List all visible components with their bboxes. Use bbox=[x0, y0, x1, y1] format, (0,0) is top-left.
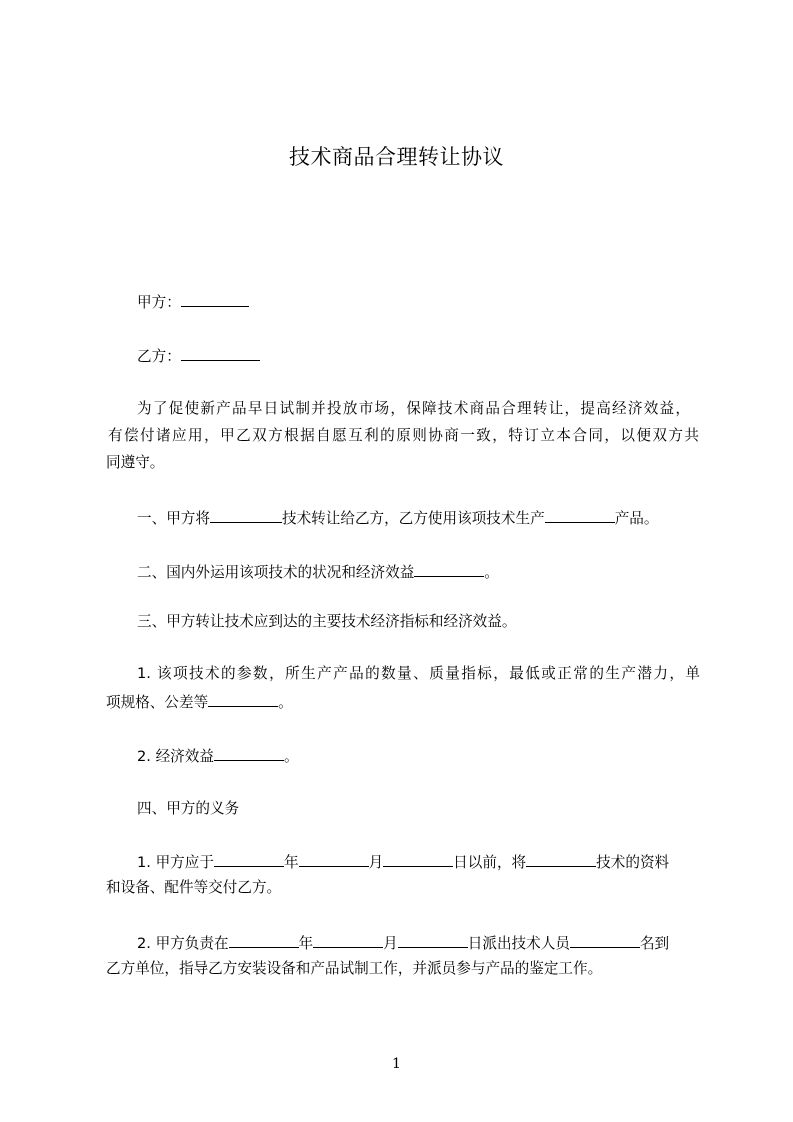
clause-4-2-text-c: 月 bbox=[383, 935, 398, 952]
document-title: 技术商品合理转让协议 bbox=[289, 145, 504, 169]
clause-4-1-text-d: 日以前，将 bbox=[453, 854, 527, 871]
clause-3-1-line-1: 1. 该项技术的参数，所生产产品的数量、质量指标，最低或正常的生产潜力，单 bbox=[137, 665, 700, 682]
clause-4-2-blank-year bbox=[229, 932, 299, 948]
clause-3-2-blank bbox=[214, 745, 284, 761]
clause-3-2 bbox=[137, 745, 299, 767]
clause-1-text-b: 技术转让给乙方，乙方使用该项技术生产 bbox=[281, 510, 545, 527]
party-b-label: 乙方： bbox=[137, 348, 181, 365]
intro-line-3: 同遵守。 bbox=[106, 454, 165, 471]
clause-4-1-line-1 bbox=[137, 851, 669, 873]
clause-3-2-text-b: 。 bbox=[283, 748, 299, 765]
clause-1-blank-1 bbox=[210, 507, 282, 523]
clause-4-2-text-d: 日派出技术人员 bbox=[467, 935, 570, 952]
clause-4-2-text-a: 2. 甲方负责在 bbox=[137, 935, 229, 952]
clause-2-text-a: 二、国内外运用该项技术的状况和经济效益 bbox=[137, 564, 415, 581]
party-a-line bbox=[137, 291, 249, 313]
clause-4-1-blank-day bbox=[383, 851, 453, 867]
clause-4: 四、甲方的义务 bbox=[137, 800, 240, 817]
clause-3: 三、甲方转让技术应到达的主要技术经济指标和经济效益。 bbox=[137, 613, 517, 630]
clause-3-1-text-a: 项规格、公差等 bbox=[106, 694, 209, 711]
clause-1-text-c: 产品。 bbox=[614, 510, 659, 527]
clause-4-2-text-e: 名到 bbox=[639, 935, 670, 952]
clause-4-2-line-2: 乙方单位，指导乙方安装设备和产品试制工作，并派员参与产品的鉴定工作。 bbox=[106, 960, 603, 977]
party-a-blank bbox=[181, 291, 249, 307]
clause-4-1-line-2: 和设备、配件等交付乙方。 bbox=[106, 879, 282, 896]
clause-2-text-b: 。 bbox=[484, 564, 499, 581]
page-number: 1 bbox=[392, 1056, 401, 1072]
party-a-label: 甲方： bbox=[137, 294, 181, 311]
clause-4-1-blank-year bbox=[214, 851, 284, 867]
clause-4-2-blank-staff bbox=[570, 932, 640, 948]
clause-4-2-blank-month bbox=[313, 932, 383, 948]
clause-4-1-text-a: 1. 甲方应于 bbox=[137, 854, 214, 871]
clause-4-2-blank-day bbox=[398, 932, 468, 948]
clause-4-2-line-1 bbox=[137, 932, 669, 954]
clause-3-2-text-a: 2. 经济效益 bbox=[137, 748, 214, 765]
clause-3-1-line-2 bbox=[106, 691, 293, 713]
clause-4-1-text-b: 年 bbox=[283, 854, 299, 871]
clause-3-1-blank bbox=[208, 691, 278, 707]
clause-4-1-blank-tech bbox=[526, 851, 596, 867]
clause-1 bbox=[137, 507, 658, 529]
clause-2-blank bbox=[414, 561, 484, 577]
clause-4-1-blank-month bbox=[299, 851, 369, 867]
clause-4-1-text-c: 月 bbox=[368, 854, 384, 871]
clause-2 bbox=[137, 561, 499, 583]
intro-line-2: 有偿付诸应用，甲乙双方根据自愿互利的原则协商一致，特订立本合同，以便双方共 bbox=[108, 427, 699, 444]
clause-3-1-text-b: 。 bbox=[278, 694, 293, 711]
intro-line-1: 为了促使新产品早日试制并投放市场，保障技术商品合理转让，提高经济效益， bbox=[137, 400, 690, 417]
clause-4-2-text-b: 年 bbox=[298, 935, 314, 952]
party-b-line bbox=[137, 345, 260, 367]
clause-1-blank-2 bbox=[545, 507, 615, 523]
party-b-blank bbox=[181, 345, 260, 361]
clause-1-text-a: 一、甲方将 bbox=[137, 510, 210, 527]
clause-4-1-text-e: 技术的资料 bbox=[596, 854, 670, 871]
